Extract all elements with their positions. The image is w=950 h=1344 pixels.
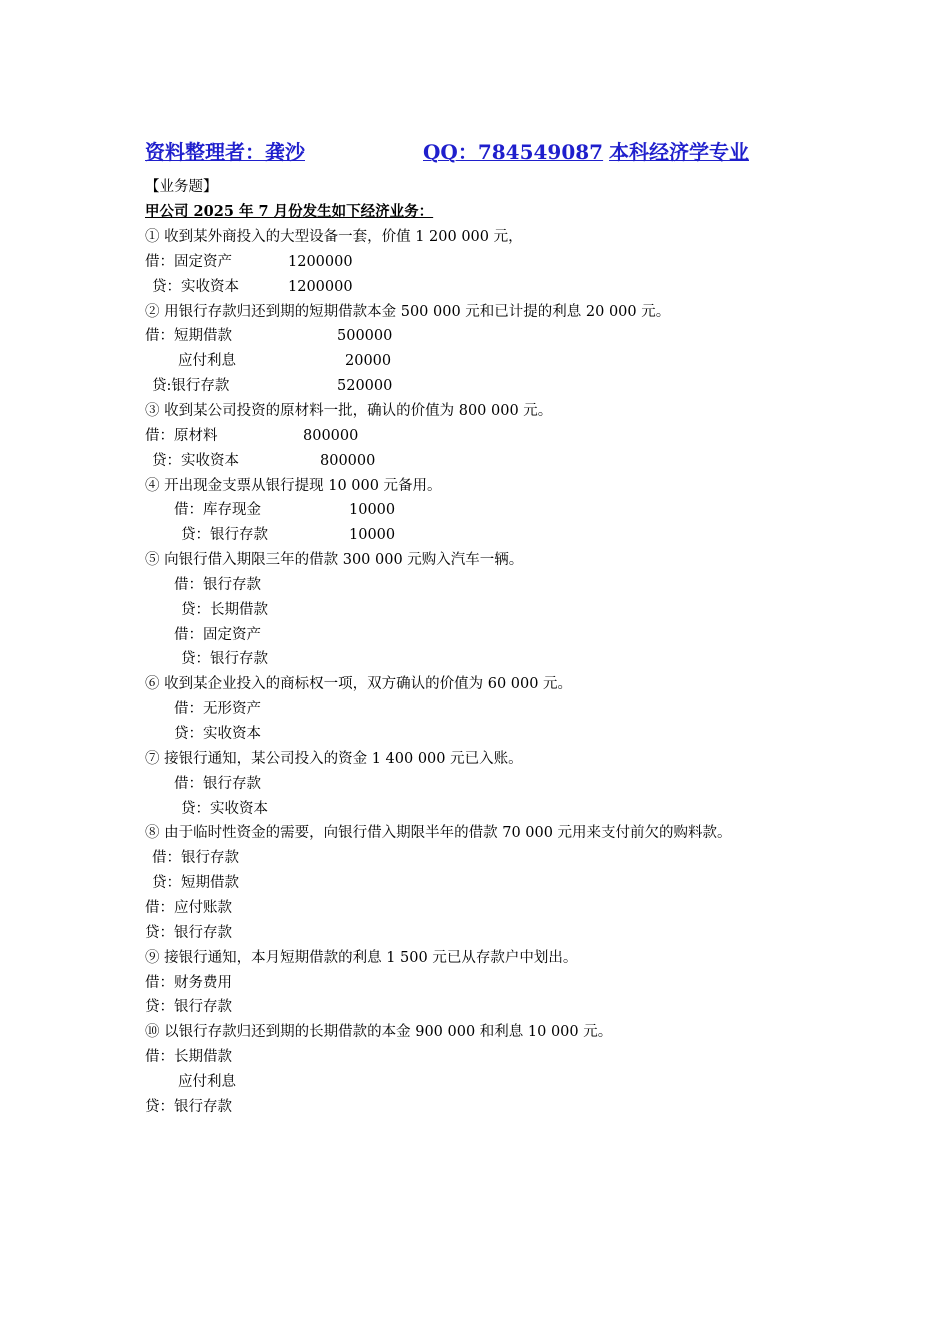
- entry-line: 贷:银行存款: [152, 378, 230, 394]
- entry-line: ⑩ 以银行存款归还到期的长期借款的本金 900 000 和利息 10 000 元。: [145, 1024, 613, 1040]
- major-label: 本科经济学专业: [609, 140, 749, 164]
- entry-amount: 10000: [349, 527, 396, 543]
- intro-text: 甲公司 2025 年 7 月份发生如下经济业务：: [145, 203, 434, 220]
- entry-line: ⑦ 接银行通知，某公司投入的资金 1 400 000 元已入账。: [145, 751, 523, 767]
- entry-line: ① 收到某外商投入的大型设备一套，价值 1 200 000 元，: [145, 229, 523, 245]
- page-header: [145, 136, 785, 166]
- entry-line: 借：银行存款: [174, 577, 261, 593]
- entry-line: ② 用银行存款归还到期的短期借款本金 500 000 元和已计提的利息 20 000 元。: [145, 304, 671, 320]
- entry-amount: 1200000: [288, 279, 353, 295]
- entry-line: ③ 收到某公司投资的原材料一批，确认的价值为 800 000 元。: [145, 403, 553, 419]
- entry-line: ⑥ 收到某企业投入的商标权一项，双方确认的价值为 60 000 元。: [145, 676, 573, 692]
- entry-line: 贷：实收资本: [181, 801, 268, 817]
- entry-line: ⑧ 由于临时性资金的需要，向银行借入期限半年的借款 70 000 元用来支付前欠的购料款。: [145, 825, 732, 841]
- entry-line: 贷：银行存款: [145, 925, 232, 941]
- entry-line: ⑨ 接银行通知，本月短期借款的利息 1 500 元已从存款户中划出。: [145, 950, 578, 966]
- entry-line: 借：应付账款: [145, 900, 232, 916]
- section-title: 【业务题】: [145, 179, 218, 195]
- entry-amount: 20000: [345, 353, 392, 369]
- entry-line: 借：银行存款: [174, 776, 261, 792]
- entry-line: 应付利息: [178, 353, 236, 369]
- entry-line: 借：财务费用: [145, 975, 232, 991]
- entry-line: 借：固定资产: [145, 254, 232, 270]
- entry-amount: 10000: [349, 502, 396, 518]
- entry-line: 贷：短期借款: [152, 875, 239, 891]
- entry-line: 贷：实收资本: [152, 453, 239, 469]
- entry-line: 贷：实收资本: [152, 279, 239, 295]
- entry-line: 借：银行存款: [152, 850, 239, 866]
- entry-line: 贷：银行存款: [145, 1099, 232, 1115]
- entry-line: 贷：实收资本: [174, 726, 261, 742]
- entry-line: 贷：银行存款: [181, 651, 268, 667]
- compiler-name: 资料整理者：龚沙: [145, 140, 305, 164]
- entry-line: 借：原材料: [145, 428, 218, 444]
- entry-amount: 520000: [337, 378, 393, 394]
- qq-number: QQ：784549087: [423, 140, 604, 164]
- entry-amount: 800000: [303, 428, 359, 444]
- entry-line: 借：库存现金: [174, 502, 261, 518]
- entry-line: 借：无形资产: [174, 701, 261, 717]
- entry-line: 贷：长期借款: [181, 602, 268, 618]
- entry-line: 贷：银行存款: [145, 999, 232, 1015]
- entry-line: 借：长期借款: [145, 1049, 232, 1065]
- entry-line: ④ 开出现金支票从银行提现 10 000 元备用。: [145, 478, 442, 494]
- entry-amount: 500000: [337, 328, 393, 344]
- entry-line: 应付利息: [178, 1074, 236, 1090]
- entry-amount: 1200000: [288, 254, 353, 270]
- entry-line: ⑤ 向银行借入期限三年的借款 300 000 元购入汽车一辆。: [145, 552, 524, 568]
- entry-amount: 800000: [320, 453, 376, 469]
- entry-line: 贷：银行存款: [181, 527, 268, 543]
- entry-line: 借：短期借款: [145, 328, 232, 344]
- entry-line: 借：固定资产: [174, 627, 261, 643]
